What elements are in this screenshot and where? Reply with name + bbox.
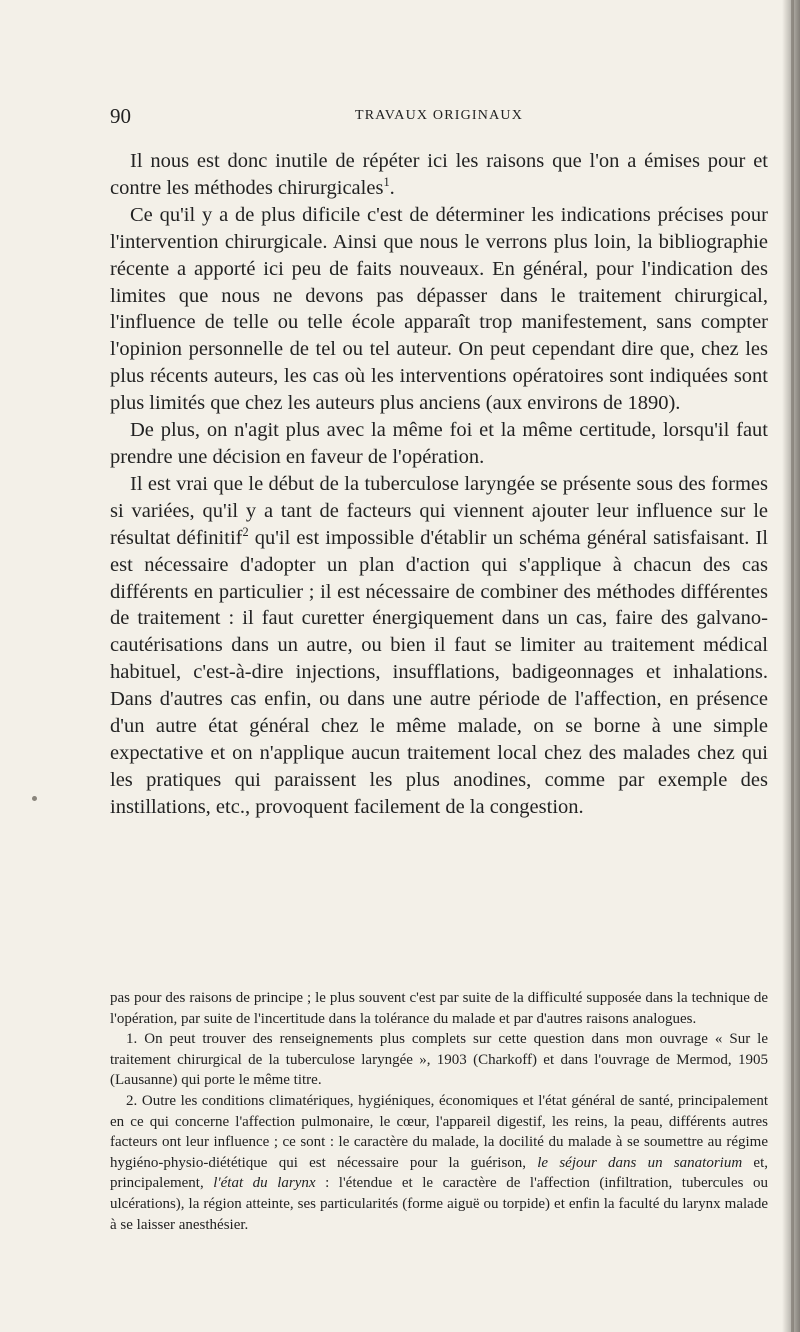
page-edge-line (791, 0, 794, 1332)
paragraph-2: Ce qu'il y a de plus dificile c'est de déterminer les indications précises pour l'intervention chirurgicale. Ainsi que nous le verrons plus loin, la bibliographie récente a apporté ici peu de faits nouveaux. En général, pour l'indication des limites que nous ne devons pas dépasser dans le traitement chirurgical, l'influence de telle ou telle école apparaît trop manifestement, sans compter l'opinion personnelle de tel ou tel auteur. On peut cependant dire que, chez les plus récents auteurs, les cas où les interventions opératoires sont indiquées sont plus limités que chez les auteurs plus anciens (aux environs de 1890). (110, 203, 768, 415)
paragraph-3: De plus, on n'agit plus avec la même foi et la même certitude, lorsqu'il faut prendre une décision en faveur de l'opération. (110, 419, 768, 468)
footnote-continuation: pas pour des raisons de principe ; le plus souvent c'est par suite de la difficulté supposée dans la technique de l'opération, par suite de l'incertitude dans la tolérance du malade et par d'autres raisons analogues. (110, 990, 768, 1027)
page-header (110, 104, 768, 128)
footnote-1: 1. On peut trouver des renseignements plus complets sur cette question dans mon ouvrage « Sur le traitement chirurgical de la tuberculose laryngée », 1903 (Charkoff) et dans l'ouvrage de Mermod, 1905 (Lausanne) qui porte le même titre. (110, 1031, 768, 1089)
paragraph-1: Il nous est donc inutile de répéter ici les raisons que l'on a émises pour et contre les méthodes chirurgicales$^1$. (110, 150, 768, 199)
footnote-2: 2. Outre les conditions climatériques, hygiéniques, économiques et l'état général de santé, principalement en ce qui concerne l'affection pulmonaire, le cœur, l'appareil digestif, les reins, la peau, différents autres facteurs ont leur influence ; ce sont : le caractère du malade, la docilité du malade à se soumettre au régime hygiéno-physio-diététique qui est nécessaire pour la guérison, le séjour dans un sanatorium et, principalement, l'état du larynx : l'étendue et le caractère de l'affection (infiltration, tubercules ou ulcérations), la région atteinte, ses particularités (forme aiguë ou torpide) et enfin la faculté du larynx malade à se laisser anesthésier. (110, 1092, 768, 1233)
running-title: TRAVAUX ORIGINAUX (354, 108, 524, 123)
main-text (110, 148, 768, 821)
page-number: 90 (110, 104, 131, 128)
paragraph-4: Il est vrai que le début de la tuberculose laryngée se présente sous des formes si variées, qu'il y a tant de facteurs qui viennent ajouter leur influence sur le résultat définitif$^2$ qu'il est impossible d'établir un schéma général satisfaisant. Il est nécessaire d'adopter un plan d'action qui s'applique à chacun des cas différents en particulier ; il est nécessaire de combiner des méthodes différentes de traitement : il faut curetter énergiquement dans un cas, faire des galvano-cautérisations dans un autre, ou bien il faut se limiter au traitement médical habituel, c'est-à-dire injections, insufflations, badigeonnages et inhalations. Dans d'autres cas enfin, ou dans une autre période de l'affection, en présence d'un autre état général chez le même malade, on se borne à une simple expectative et on n'applique aucun traitement local chez des malades chez qui les pratiques qui paraissent les plus anodines, comme par exemple des instillations, etc., provoquent facilement de la congestion. (110, 472, 768, 818)
footnote-ref-1: 1 (383, 175, 390, 190)
footnotes (110, 988, 768, 1235)
scan-speck (32, 796, 37, 801)
footnote-ref-2: 2 (242, 524, 249, 539)
